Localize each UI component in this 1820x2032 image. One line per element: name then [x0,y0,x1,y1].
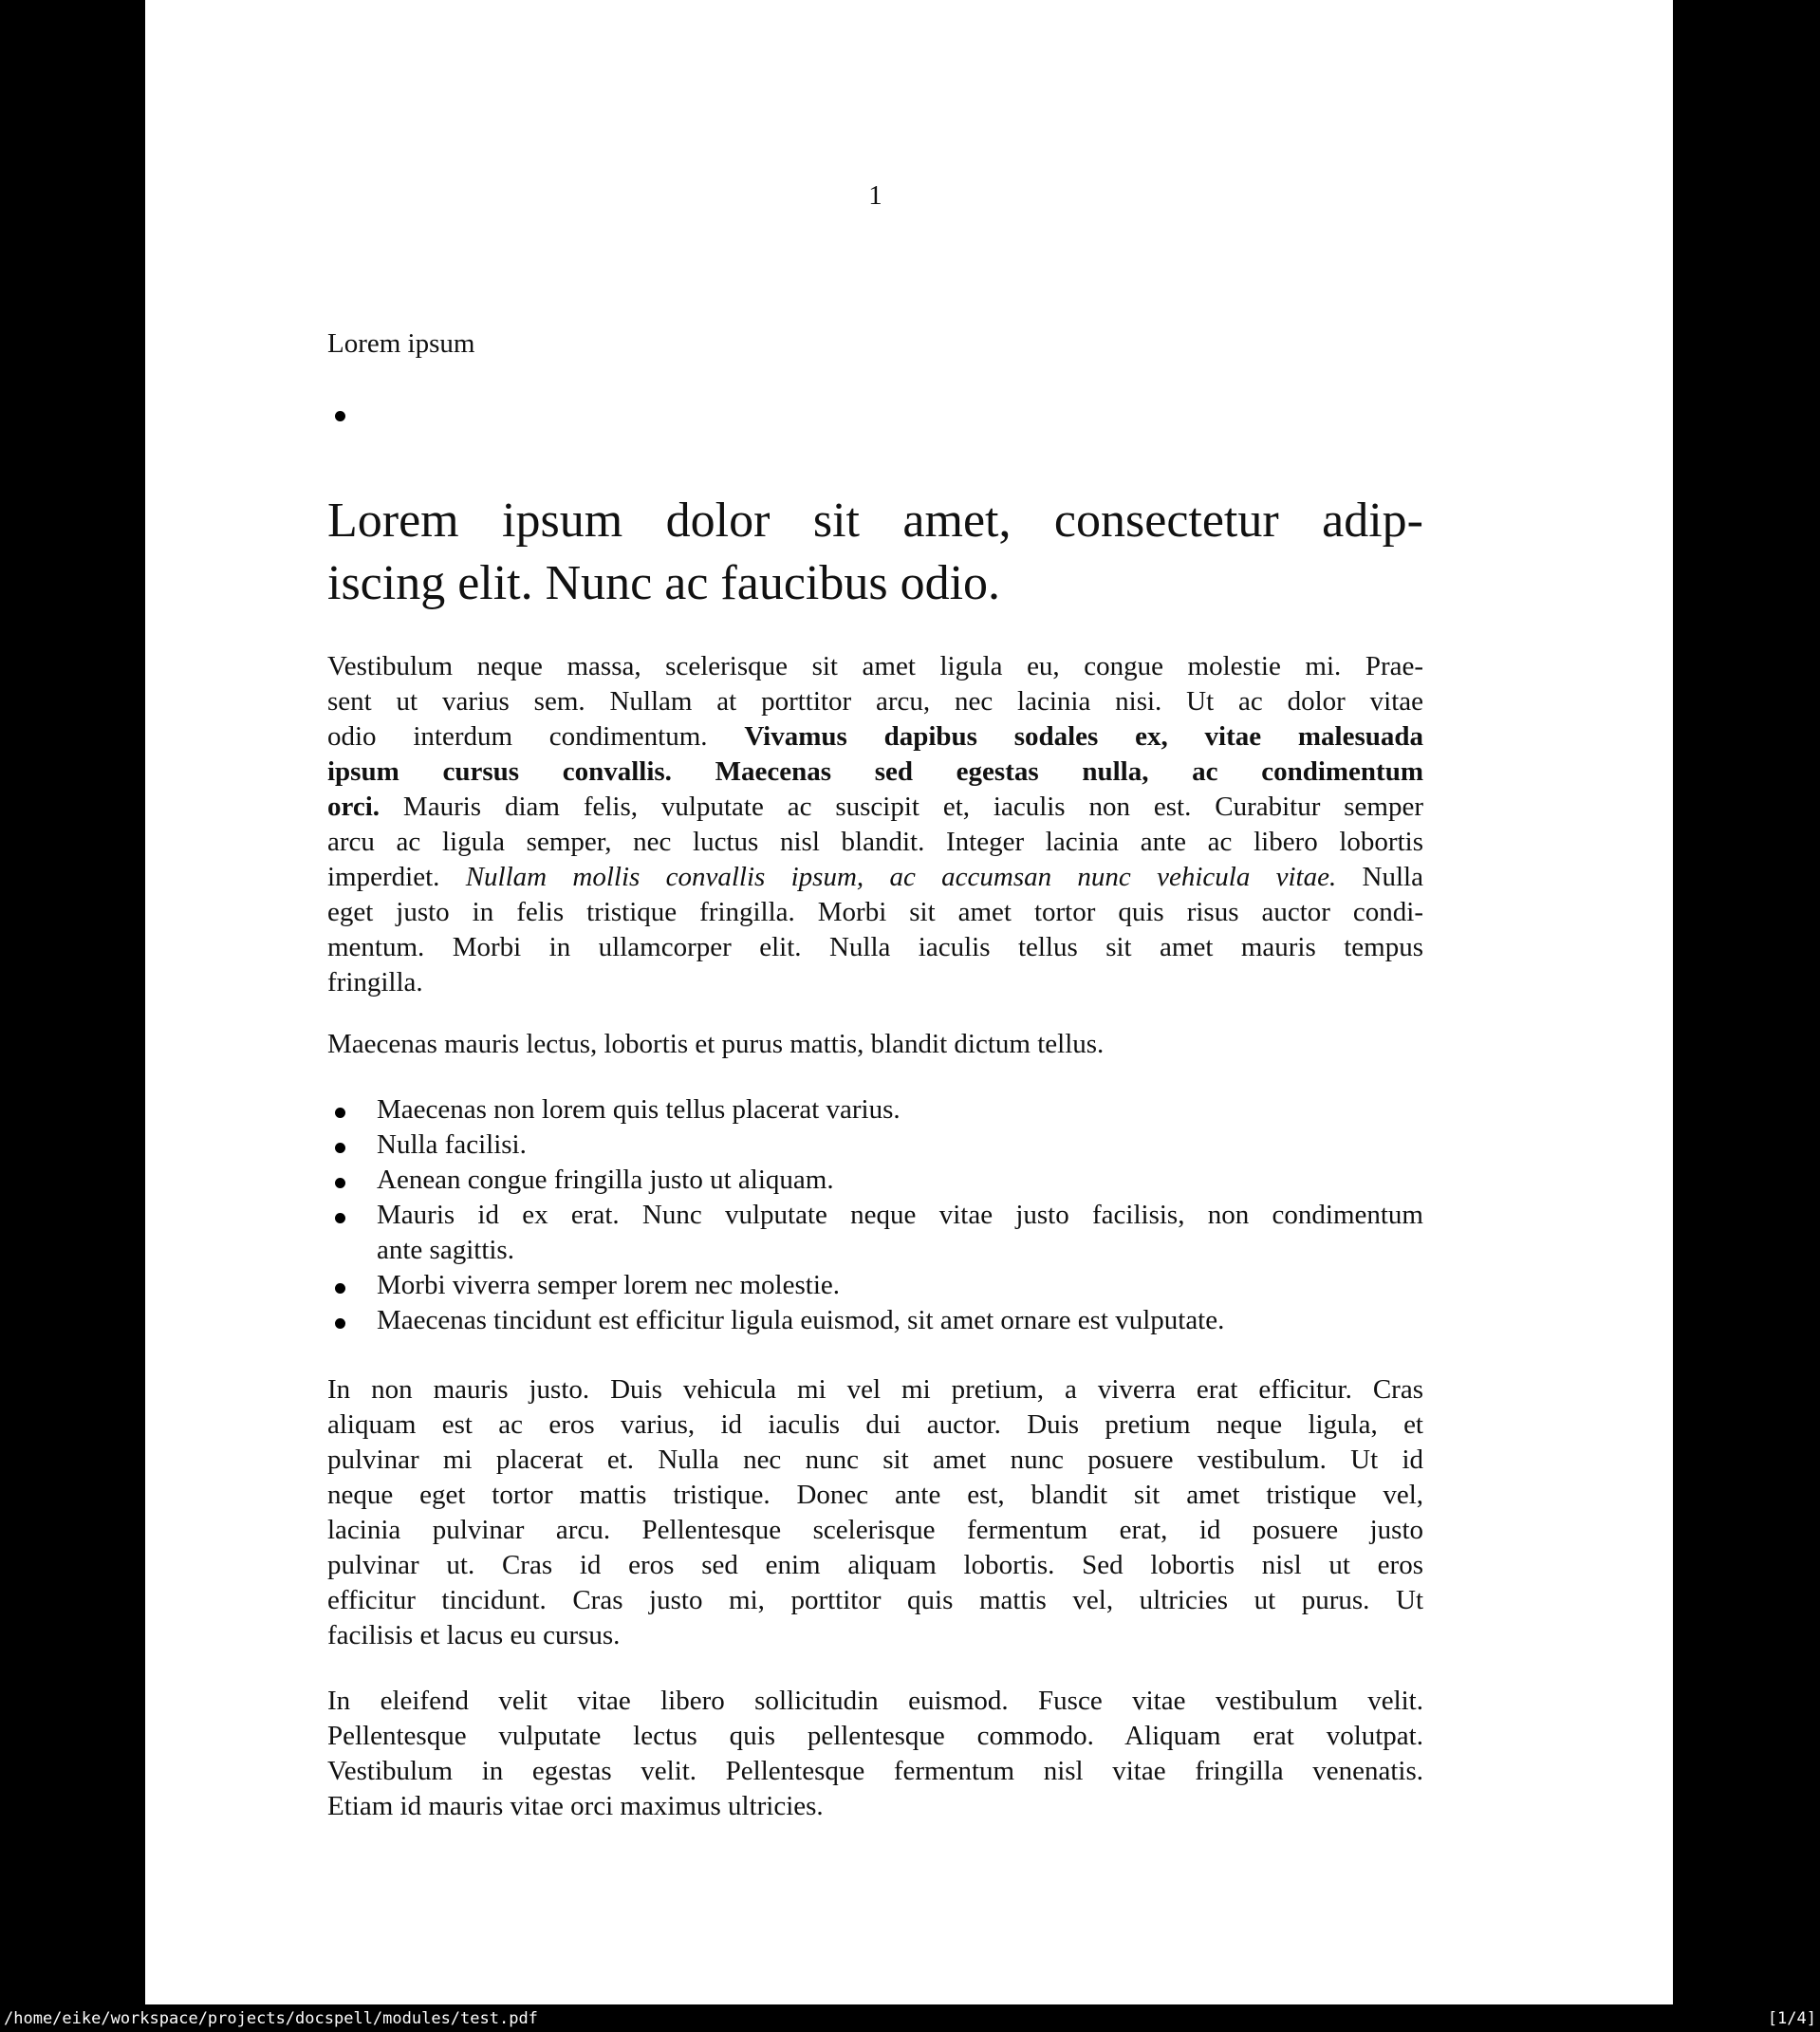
text-segment: fringilla. [327,967,423,997]
text-segment: Mauris diam felis, vulputate ac suscipit et, iaculis non est. Curabitur semper [380,792,1423,822]
text-line [327,1719,1423,1754]
status-bar [0,2004,1820,2032]
list-item [327,1128,1423,1163]
text-line [327,1548,1423,1583]
status-page-indicator: [1/4] [1767,2008,1816,2028]
text-line [377,1233,1423,1268]
text-segment: Vestibulum in egestas velit. Pellentesque fermentum nisl vitae fringilla venenatis. [327,1756,1423,1786]
list-item [327,1092,1423,1128]
text-line [327,755,1423,790]
text-segment: ante sagittis. [377,1235,514,1265]
italic-text: Nullam mollis convallis ipsum, ac accumsan nunc vehicula vitae. [465,862,1337,892]
bullet-icon [335,1318,345,1329]
text-line [327,1513,1423,1548]
text-line [327,1618,1423,1653]
bullet-icon [335,1108,345,1118]
text-segment: In eleifend velit vitae libero sollicitudin euismod. Fusce vitae vestibulum velit. [327,1686,1423,1716]
intro-text: Lorem ipsum [327,328,475,359]
text-segment: Nulla facilisi. [377,1129,527,1160]
bullet-list [327,1092,1423,1338]
text-line [327,1027,1423,1062]
list-item [327,1303,1423,1338]
text-line [327,1443,1423,1478]
text-segment: Nulla [1336,862,1423,892]
bullet-icon [335,411,345,421]
text-segment: Maecenas non lorem quis tellus placerat varius. [377,1094,901,1125]
text-segment: aliquam est ac eros varius, id iaculis dui auctor. Duis pretium neque ligula, et [327,1409,1423,1440]
text-line [327,552,1423,615]
bold-text: Vivamus dapibus sodales ex, vitae malesuada [744,721,1423,752]
text-segment: pulvinar ut. Cras id eros sed enim aliquam lobortis. Sed lobortis nisl ut eros [327,1550,1423,1580]
text-line [377,1268,1423,1303]
text-line [327,1583,1423,1618]
text-line [327,930,1423,965]
text-segment: efficitur tincidunt. Cras justo mi, porttitor quis mattis vel, ultricies ut purus. Ut [327,1585,1423,1615]
bold-text: orci. [327,792,381,822]
text-segment: facilisis et lacus eu cursus. [327,1620,621,1650]
text-line [377,1092,1423,1128]
page-number: 1 [868,180,882,211]
text-segment: In non mauris justo. Duis vehicula mi vel mi pretium, a viverra erat efficitur. Cras [327,1374,1423,1405]
status-file-path: /home/eike/workspace/projects/docspell/modules/test.pdf [4,2008,538,2028]
text-line [377,1198,1423,1233]
text-line [377,1303,1423,1338]
text-line [327,790,1423,825]
paragraph [327,1372,1423,1653]
text-line [327,965,1423,1000]
bullet-icon [335,1283,345,1294]
text-segment: imperdiet. [327,862,466,892]
text-segment: pulvinar mi placerat et. Nulla nec nunc sit amet nunc posuere vestibulum. Ut id [327,1445,1423,1475]
document-heading [327,490,1423,615]
text-segment: lacinia pulvinar arcu. Pellentesque scelerisque fermentum erat, id posuere justo [327,1515,1423,1545]
text-segment: neque eget tortor mattis tristique. Donec ante est, blandit sit amet tristique vel, [327,1480,1423,1510]
list-item [327,1198,1423,1268]
text-line [327,719,1423,755]
text-segment: Vestibulum neque massa, scelerisque sit amet ligula eu, congue molestie mi. Prae- [327,651,1423,681]
text-line [327,1789,1423,1824]
text-segment: sent ut varius sem. Nullam at porttitor arcu, nec lacinia nisi. Ut ac dolor vitae [327,686,1423,717]
text-line [327,1754,1423,1789]
bullet-icon [335,1178,345,1188]
text-line [327,1407,1423,1443]
list-item [327,1268,1423,1303]
text-line [327,684,1423,719]
text-line [327,1478,1423,1513]
text-line [327,1684,1423,1719]
text-segment: iscing elit. Nunc ac faucibus odio. [327,556,1001,610]
text-segment: Aenean congue fringilla justo ut aliquam. [377,1165,834,1195]
text-line [377,1163,1423,1198]
text-segment: Lorem ipsum dolor sit amet, consectetur adip- [327,494,1423,548]
text-segment: Morbi viverra semper lorem nec molestie. [377,1270,841,1300]
text-line [327,825,1423,860]
text-segment: Maecenas tincidunt est efficitur ligula euismod, sit amet ornare est vulputate. [377,1305,1225,1335]
text-segment: Pellentesque vulputate lectus quis pellentesque commodo. Aliquam erat volutpat. [327,1721,1423,1751]
text-line [327,649,1423,684]
text-line [327,895,1423,930]
text-line [377,1128,1423,1163]
paragraph [327,1684,1423,1824]
page-content [327,0,1423,2004]
pdf-page [145,0,1673,2004]
bold-text: ipsum cursus convallis. Maecenas sed egestas nulla, ac condimentum [327,756,1423,787]
text-line [327,490,1423,552]
bullet-icon [335,1143,345,1153]
text-segment: arcu ac ligula semper, nec luctus nisl blandit. Integer lacinia ante ac libero lobortis [327,827,1423,857]
text-segment: Mauris id ex erat. Nunc vulputate neque vitae justo facilisis, non condimentum [377,1200,1423,1230]
text-line [327,1372,1423,1407]
paragraph [327,649,1423,1000]
text-segment: Etiam id mauris vitae orci maximus ultricies. [327,1791,824,1821]
text-segment: eget justo in felis tristique fringilla. Morbi sit amet tortor quis risus auctor condi- [327,897,1423,927]
text-segment: mentum. Morbi in ullamcorper elit. Nulla iaculis tellus sit amet mauris tempus [327,932,1423,962]
text-line [327,860,1423,895]
list-item [327,1163,1423,1198]
bullet-icon [335,1213,345,1223]
text-segment: Maecenas mauris lectus, lobortis et purus mattis, blandit dictum tellus. [327,1029,1105,1059]
paragraph [327,1027,1423,1062]
text-segment: odio interdum condimentum. [327,721,745,752]
